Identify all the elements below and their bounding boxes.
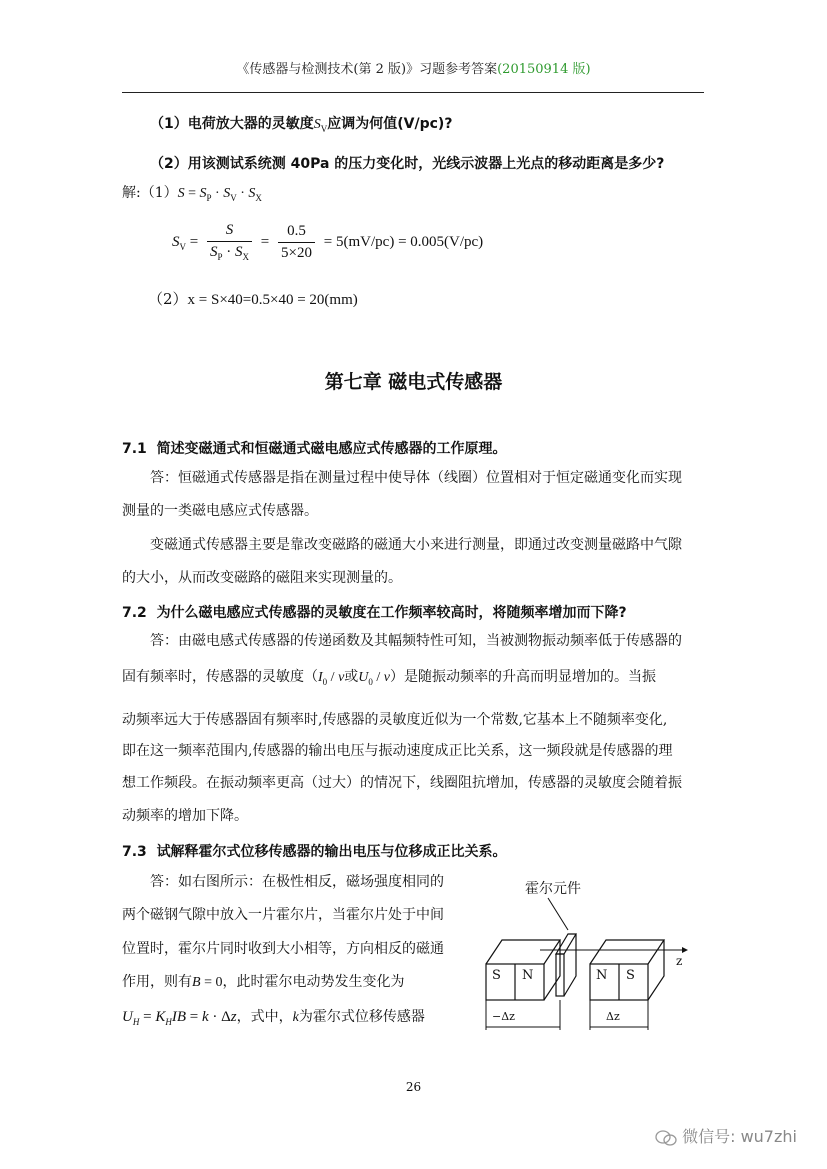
left-magnet-s: S bbox=[492, 968, 501, 983]
left-magnet-n: N bbox=[522, 968, 534, 983]
right-magnet-s: S bbox=[626, 968, 635, 983]
header-title: 《传感器与检测技术(第 2 版)》习题参考答案 bbox=[236, 62, 498, 77]
question-part-1: （1）电荷放大器的灵敏度$S_V$应调为何值(V/pc)? bbox=[150, 116, 453, 134]
solution-equation-2: $S_V$ = $\frac{S}{S_P \cdot S_X}$ = $\frac{0.5}{5\times 20}$ = 5(mV/pc) = 0.005(V/pc) bbox=[172, 222, 484, 262]
answer-7-2-line-2: 固有频率时，传感器的灵敏度（$I_0$ / v或$U_0 / v$）是随振动频率的升高而明显增加的。当振 bbox=[122, 669, 657, 687]
answer-7-3-line-3: 位置时，霍尔片同时收到大小相等，方向相反的磁通 bbox=[122, 941, 444, 957]
answer-7-3-line-4: 作用，则有B = 0，此时霍尔电动势发生变化为 bbox=[122, 974, 405, 990]
q1-text: （1）电荷放大器的灵敏度 bbox=[150, 116, 314, 132]
wechat-watermark bbox=[655, 1124, 797, 1147]
chapter-title: 第七章 磁电式传感器 bbox=[324, 371, 503, 393]
fraction-1-num: S bbox=[225, 222, 234, 238]
solution-prefix: 解:（1） bbox=[122, 185, 178, 201]
q1-tail: 应调为何值(V/pc)? bbox=[327, 116, 453, 132]
hall-sensor-figure bbox=[470, 872, 700, 1042]
section-7-2-heading bbox=[122, 602, 627, 622]
right-magnet-n: N bbox=[596, 968, 608, 983]
section-number: 7.1 bbox=[122, 441, 147, 457]
answer-fragment: ）是随振动频率的升高而明显增加的。当振 bbox=[390, 669, 657, 685]
solution-line-1: 解:（1）S = $S_P \cdot S_V \cdot S_X$ bbox=[122, 185, 262, 203]
axis-label: z bbox=[676, 954, 683, 968]
part2-prefix: （2） bbox=[148, 290, 188, 308]
page-header bbox=[0, 58, 827, 77]
dimension-right-label: Δz bbox=[606, 1010, 620, 1023]
question-part-2: （2）用该测试系统测 40Pa 的压力变化时，光线示波器上光点的移动距离是多少? bbox=[150, 156, 665, 172]
answer-fragment: 作用，则有 bbox=[122, 974, 192, 990]
hall-element bbox=[556, 934, 576, 996]
section-title: 为什么磁电感应式传感器的灵敏度在工作频率较高时，将随频率增加而下降? bbox=[156, 605, 627, 621]
answer-7-1-line-2: 测量的一类磁电感应式传感器。 bbox=[122, 503, 318, 519]
answer-7-1-line-1: 答：恒磁通式传感器是指在测量过程中使导体（线圈）位置相对于恒定磁通变化而实现 bbox=[150, 470, 682, 486]
answer-fragment: 为霍尔式位移传感器 bbox=[298, 1009, 425, 1025]
section-number: 7.2 bbox=[122, 605, 147, 621]
answer-7-3-line-2: 两个磁钢气隙中放入一片霍尔片，当霍尔片处于中间 bbox=[122, 907, 444, 923]
section-title: 简述变磁通式和恒磁通式磁电感应式传感器的工作原理。 bbox=[156, 441, 507, 457]
answer-7-2-line-4: 即在这一频率范围内,传感器的输出电压与振动速度成正比关系，这一频段就是传感器的理 bbox=[122, 743, 673, 759]
equation-2-result: = 5(mV/pc) = 0.005(V/pc) bbox=[323, 234, 484, 250]
z-axis-arrow bbox=[682, 947, 688, 953]
or-text: 或 bbox=[344, 669, 359, 685]
watermark-text: 微信号: wu7zhi bbox=[682, 1127, 797, 1146]
header-edition: (20150914 版) bbox=[497, 62, 591, 77]
answer-7-2-line-1: 答：由磁电感式传感器的传递函数及其幅频特性可知，当被测物振动频率低于传感器的 bbox=[150, 633, 682, 649]
fraction-2-den: 5×20 bbox=[281, 244, 313, 261]
figure-caption: 霍尔元件 bbox=[525, 881, 581, 897]
answer-7-2-line-3: 动频率远大于传感器固有频率时,传感器的灵敏度近似为一个常数,它基本上不随频率变化, bbox=[122, 712, 668, 728]
fraction-2 bbox=[278, 223, 315, 262]
answer-fragment: ，式中， bbox=[236, 1009, 293, 1025]
answer-7-3-line-5: $U_H = K_HIB = k \cdot \Delta z$，式中，k为霍尔式位移传感器 bbox=[122, 1009, 425, 1027]
section-7-1-heading bbox=[122, 438, 507, 458]
section-number: 7.3 bbox=[122, 844, 147, 860]
caption-leader bbox=[548, 898, 568, 930]
section-title: 试解释霍尔式位移传感器的输出电压与位移成正比关系。 bbox=[156, 844, 507, 860]
page-number: 26 bbox=[405, 1080, 422, 1094]
dimension-left-label: −Δz bbox=[492, 1010, 515, 1023]
answer-7-2-line-6: 动频率的增加下降。 bbox=[122, 808, 248, 824]
answer-7-1-line-4: 的大小，从而改变磁路的磁阻来实现测量的。 bbox=[122, 570, 402, 586]
answer-7-3-line-1: 答：如右图所示：在极性相反，磁场强度相同的 bbox=[150, 874, 444, 890]
answer-fragment: ，此时霍尔电动势发生变化为 bbox=[222, 974, 405, 990]
solution-line-3 bbox=[148, 283, 358, 317]
section-7-3-heading bbox=[122, 841, 507, 861]
wechat-icon bbox=[655, 1129, 677, 1147]
answer-fragment: 固有频率时，传感器的灵敏度（ bbox=[122, 669, 318, 685]
header-rule bbox=[122, 92, 704, 93]
part2-equation: x = S×40=0.5×40 = 20(mm) bbox=[187, 292, 358, 308]
answer-7-1-line-3: 变磁通式传感器主要是靠改变磁路的磁通大小来进行测量，即通过改变测量磁路中气隙 bbox=[150, 537, 682, 553]
fraction-2-num: 0.5 bbox=[278, 223, 315, 243]
answer-7-2-line-5: 想工作频段。在振动频率更高（过大）的情况下，线圈阻抗增加，传感器的灵敏度会随着振 bbox=[122, 775, 682, 791]
fraction-1: $\frac{S}{S_P \cdot S_X}$ bbox=[207, 222, 252, 262]
